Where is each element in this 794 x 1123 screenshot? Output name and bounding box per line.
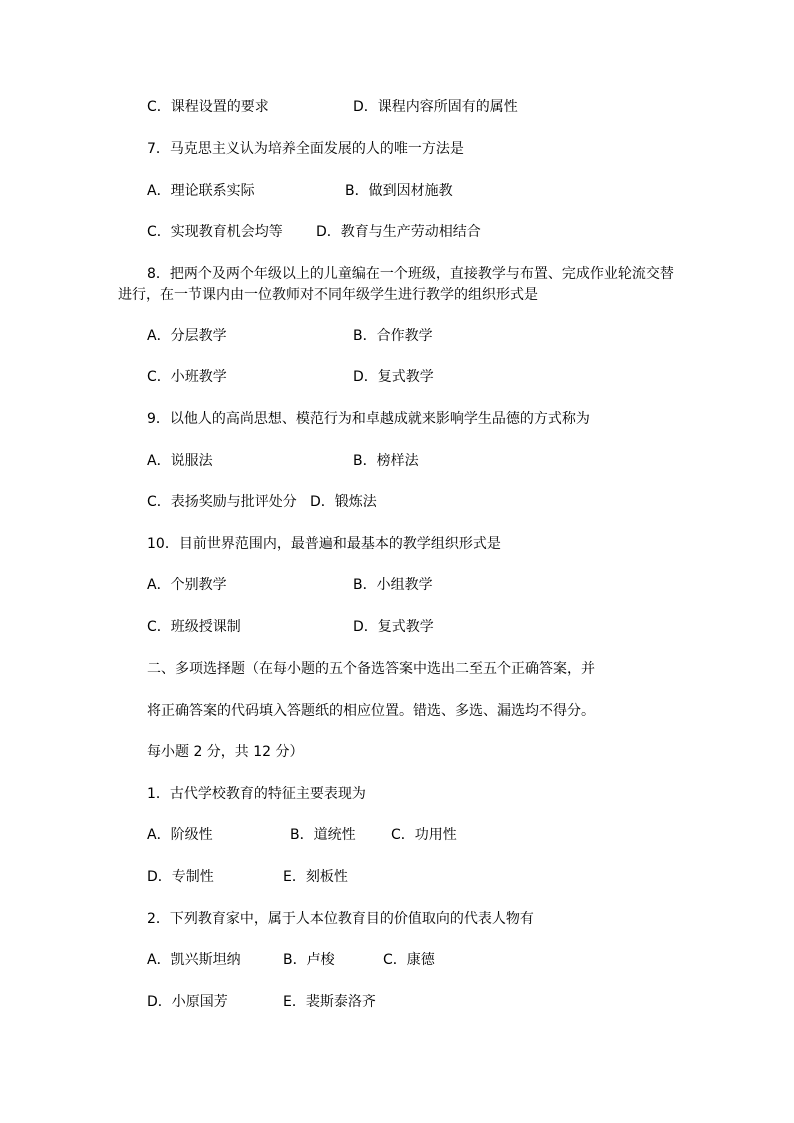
section-heading: 将正确答案的代码填入答题纸的相应位置。错选、多选、漏选均不得分。 bbox=[147, 703, 595, 719]
question-text: 7．马克思主义认为培养全面发展的人的唯一方法是 bbox=[147, 141, 464, 157]
answer-option: C．康德 bbox=[383, 952, 435, 968]
answer-option: A．分层教学 bbox=[147, 328, 227, 344]
section-heading: 二、多项选择题（在每小题的五个备选答案中选出二至五个正确答案，并 bbox=[147, 661, 595, 677]
answer-option: B．道统性 bbox=[290, 827, 356, 843]
answer-option: C．功用性 bbox=[391, 827, 457, 843]
answer-option: D．锻炼法 bbox=[310, 494, 377, 510]
answer-option: D．教育与生产劳动相结合 bbox=[316, 224, 481, 240]
answer-option: D．复式教学 bbox=[353, 369, 434, 385]
question-text: 1．古代学校教育的特征主要表现为 bbox=[147, 786, 366, 802]
answer-option: B．卢梭 bbox=[283, 952, 335, 968]
question-text: 10．目前世界范围内，最普遍和最基本的教学组织形式是 bbox=[147, 536, 501, 552]
question-text: 9．以他人的高尚思想、模范行为和卓越成就来影响学生品德的方式称为 bbox=[147, 411, 590, 427]
question-text-continued: 进行，在一节课内由一位教师对不同年级学生进行教学的组织形式是 bbox=[118, 287, 538, 303]
answer-option: B．合作教学 bbox=[353, 328, 433, 344]
answer-option: A．个别教学 bbox=[147, 577, 227, 593]
answer-option: C．课程设置的要求 bbox=[147, 99, 269, 115]
section-heading: 每小题 2 分，共 12 分） bbox=[147, 744, 304, 760]
answer-option: D．课程内容所固有的属性 bbox=[353, 99, 518, 115]
answer-option: D．小原国芳 bbox=[147, 994, 228, 1010]
answer-option: E．刻板性 bbox=[283, 869, 348, 885]
answer-option: C．小班教学 bbox=[147, 369, 227, 385]
answer-option: C．表扬奖励与批评处分 bbox=[147, 494, 297, 510]
answer-option: B．榜样法 bbox=[353, 453, 419, 469]
question-text: 8．把两个及两个年级以上的儿童编在一个班级，直接教学与布置、完成作业轮流交替 bbox=[147, 266, 674, 282]
answer-option: B．小组教学 bbox=[353, 577, 433, 593]
answer-option: A．阶级性 bbox=[147, 827, 213, 843]
question-text: 2．下列教育家中，属于人本位教育目的价值取向的代表人物有 bbox=[147, 911, 534, 927]
answer-option: A．理论联系实际 bbox=[147, 183, 255, 199]
answer-option: A．凯兴斯坦纳 bbox=[147, 952, 241, 968]
answer-option: C．班级授课制 bbox=[147, 619, 241, 635]
answer-option: A．说服法 bbox=[147, 453, 213, 469]
answer-option: D．复式教学 bbox=[353, 619, 434, 635]
answer-option: B．做到因材施教 bbox=[345, 183, 453, 199]
answer-option: D．专制性 bbox=[147, 869, 214, 885]
answer-option: E．裴斯泰洛齐 bbox=[283, 994, 376, 1010]
answer-option: C．实现教育机会均等 bbox=[147, 224, 283, 240]
